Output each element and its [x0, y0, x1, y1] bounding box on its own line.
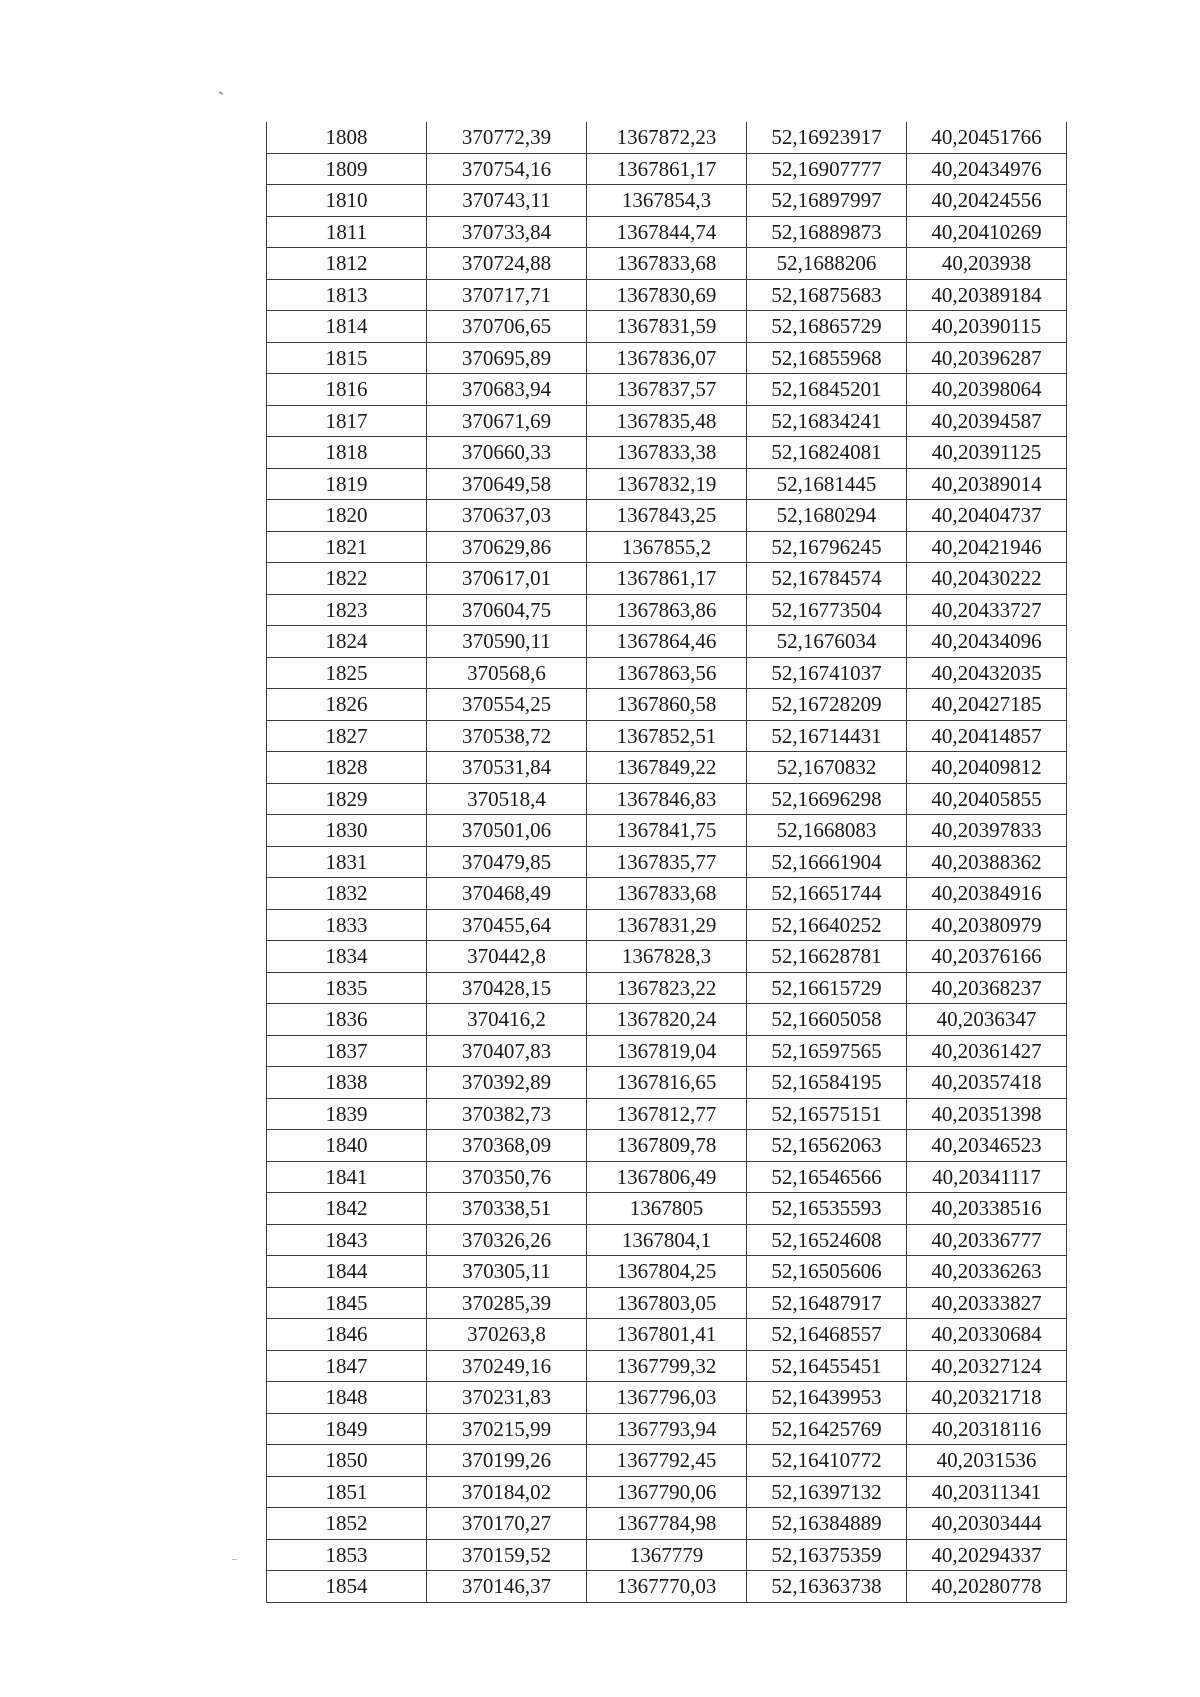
- longitude-cell: 40,20414857: [907, 720, 1067, 752]
- x-coordinate-cell: 370392,89: [427, 1067, 587, 1099]
- x-coordinate-cell: 370733,84: [427, 216, 587, 248]
- latitude-cell: 52,16640252: [747, 909, 907, 941]
- x-coordinate-cell: 370170,27: [427, 1508, 587, 1540]
- y-coordinate-cell: 1367860,58: [587, 689, 747, 721]
- longitude-cell: 40,20321718: [907, 1382, 1067, 1414]
- longitude-cell: 40,20433727: [907, 594, 1067, 626]
- x-coordinate-cell: 370159,52: [427, 1539, 587, 1571]
- table-row: [267, 1098, 1067, 1130]
- point-number-cell: 1810: [267, 185, 427, 217]
- y-coordinate-cell: 1367833,68: [587, 878, 747, 910]
- y-coordinate-cell: 1367833,38: [587, 437, 747, 469]
- table-row: [267, 216, 1067, 248]
- longitude-cell: 40,20405855: [907, 783, 1067, 815]
- x-coordinate-cell: 370338,51: [427, 1193, 587, 1225]
- y-coordinate-cell: 1367849,22: [587, 752, 747, 784]
- longitude-cell: 40,20390115: [907, 311, 1067, 343]
- y-coordinate-cell: 1367793,94: [587, 1413, 747, 1445]
- point-number-cell: 1819: [267, 468, 427, 500]
- longitude-cell: 40,20389184: [907, 279, 1067, 311]
- table-row: [267, 279, 1067, 311]
- latitude-cell: 52,16384889: [747, 1508, 907, 1540]
- point-number-cell: 1823: [267, 594, 427, 626]
- table-row: [267, 1445, 1067, 1477]
- table-row: [267, 248, 1067, 280]
- y-coordinate-cell: 1367804,1: [587, 1224, 747, 1256]
- x-coordinate-cell: 370199,26: [427, 1445, 587, 1477]
- y-coordinate-cell: 1367846,83: [587, 783, 747, 815]
- x-coordinate-cell: 370184,02: [427, 1476, 587, 1508]
- longitude-cell: 40,20397833: [907, 815, 1067, 847]
- x-coordinate-cell: 370754,16: [427, 153, 587, 185]
- x-coordinate-cell: 370368,09: [427, 1130, 587, 1162]
- point-number-cell: 1852: [267, 1508, 427, 1540]
- longitude-cell: 40,20280778: [907, 1571, 1067, 1603]
- x-coordinate-cell: 370428,15: [427, 972, 587, 1004]
- latitude-cell: 52,16834241: [747, 405, 907, 437]
- point-number-cell: 1836: [267, 1004, 427, 1036]
- table-row: [267, 689, 1067, 721]
- y-coordinate-cell: 1367831,59: [587, 311, 747, 343]
- latitude-cell: 52,16615729: [747, 972, 907, 1004]
- point-number-cell: 1811: [267, 216, 427, 248]
- table-row: [267, 783, 1067, 815]
- x-coordinate-cell: 370442,8: [427, 941, 587, 973]
- point-number-cell: 1834: [267, 941, 427, 973]
- table-row: [267, 122, 1067, 153]
- latitude-cell: 52,16907777: [747, 153, 907, 185]
- longitude-cell: 40,20336263: [907, 1256, 1067, 1288]
- longitude-cell: 40,20398064: [907, 374, 1067, 406]
- x-coordinate-cell: 370743,11: [427, 185, 587, 217]
- latitude-cell: 52,16661904: [747, 846, 907, 878]
- table-row: [267, 815, 1067, 847]
- x-coordinate-cell: 370285,39: [427, 1287, 587, 1319]
- y-coordinate-cell: 1367828,3: [587, 941, 747, 973]
- y-coordinate-cell: 1367804,25: [587, 1256, 747, 1288]
- longitude-cell: 40,20391125: [907, 437, 1067, 469]
- point-number-cell: 1848: [267, 1382, 427, 1414]
- x-coordinate-cell: 370772,39: [427, 122, 587, 153]
- latitude-cell: 52,16524608: [747, 1224, 907, 1256]
- table-row: [267, 1161, 1067, 1193]
- point-number-cell: 1827: [267, 720, 427, 752]
- longitude-cell: 40,20294337: [907, 1539, 1067, 1571]
- y-coordinate-cell: 1367820,24: [587, 1004, 747, 1036]
- longitude-cell: 40,20311341: [907, 1476, 1067, 1508]
- longitude-cell: 40,20361427: [907, 1035, 1067, 1067]
- table-row: [267, 972, 1067, 1004]
- longitude-cell: 40,20327124: [907, 1350, 1067, 1382]
- x-coordinate-cell: 370649,58: [427, 468, 587, 500]
- x-coordinate-cell: 370479,85: [427, 846, 587, 878]
- x-coordinate-cell: 370629,86: [427, 531, 587, 563]
- point-number-cell: 1839: [267, 1098, 427, 1130]
- x-coordinate-cell: 370717,71: [427, 279, 587, 311]
- latitude-cell: 52,16714431: [747, 720, 907, 752]
- y-coordinate-cell: 1367816,65: [587, 1067, 747, 1099]
- x-coordinate-cell: 370455,64: [427, 909, 587, 941]
- y-coordinate-cell: 1367835,48: [587, 405, 747, 437]
- longitude-cell: 40,20389014: [907, 468, 1067, 500]
- x-coordinate-cell: 370604,75: [427, 594, 587, 626]
- x-coordinate-cell: 370407,83: [427, 1035, 587, 1067]
- y-coordinate-cell: 1367863,86: [587, 594, 747, 626]
- latitude-cell: 52,1688206: [747, 248, 907, 280]
- y-coordinate-cell: 1367872,23: [587, 122, 747, 153]
- y-coordinate-cell: 1367770,03: [587, 1571, 747, 1603]
- y-coordinate-cell: 1367835,77: [587, 846, 747, 878]
- table-row: [267, 1130, 1067, 1162]
- x-coordinate-cell: 370660,33: [427, 437, 587, 469]
- table-row: [267, 531, 1067, 563]
- longitude-cell: 40,20434976: [907, 153, 1067, 185]
- point-number-cell: 1837: [267, 1035, 427, 1067]
- point-number-cell: 1817: [267, 405, 427, 437]
- x-coordinate-cell: 370706,65: [427, 311, 587, 343]
- table-body: [267, 122, 1067, 1602]
- y-coordinate-cell: 1367836,07: [587, 342, 747, 374]
- longitude-cell: 40,20318116: [907, 1413, 1067, 1445]
- table-row: [267, 1004, 1067, 1036]
- longitude-cell: 40,2036347: [907, 1004, 1067, 1036]
- y-coordinate-cell: 1367784,98: [587, 1508, 747, 1540]
- point-number-cell: 1835: [267, 972, 427, 1004]
- latitude-cell: 52,1668083: [747, 815, 907, 847]
- longitude-cell: 40,20346523: [907, 1130, 1067, 1162]
- point-number-cell: 1851: [267, 1476, 427, 1508]
- latitude-cell: 52,16468557: [747, 1319, 907, 1351]
- x-coordinate-cell: 370350,76: [427, 1161, 587, 1193]
- longitude-cell: 40,20432035: [907, 657, 1067, 689]
- y-coordinate-cell: 1367803,05: [587, 1287, 747, 1319]
- point-number-cell: 1853: [267, 1539, 427, 1571]
- latitude-cell: 52,16923917: [747, 122, 907, 153]
- latitude-cell: 52,16845201: [747, 374, 907, 406]
- latitude-cell: 52,1676034: [747, 626, 907, 658]
- latitude-cell: 52,16651744: [747, 878, 907, 910]
- table-row: [267, 1539, 1067, 1571]
- point-number-cell: 1832: [267, 878, 427, 910]
- scan-speck: [232, 1559, 237, 1560]
- table-row: [267, 1350, 1067, 1382]
- point-number-cell: 1847: [267, 1350, 427, 1382]
- longitude-cell: 40,20410269: [907, 216, 1067, 248]
- latitude-cell: 52,16397132: [747, 1476, 907, 1508]
- longitude-cell: 40,20430222: [907, 563, 1067, 595]
- table-row: [267, 752, 1067, 784]
- y-coordinate-cell: 1367831,29: [587, 909, 747, 941]
- x-coordinate-cell: 370468,49: [427, 878, 587, 910]
- latitude-cell: 52,16455451: [747, 1350, 907, 1382]
- table-row: [267, 1571, 1067, 1603]
- point-number-cell: 1841: [267, 1161, 427, 1193]
- x-coordinate-cell: 370518,4: [427, 783, 587, 815]
- longitude-cell: 40,20303444: [907, 1508, 1067, 1540]
- table-row: [267, 878, 1067, 910]
- y-coordinate-cell: 1367843,25: [587, 500, 747, 532]
- y-coordinate-cell: 1367812,77: [587, 1098, 747, 1130]
- longitude-cell: 40,20330684: [907, 1319, 1067, 1351]
- point-number-cell: 1829: [267, 783, 427, 815]
- latitude-cell: 52,16363738: [747, 1571, 907, 1603]
- latitude-cell: 52,16696298: [747, 783, 907, 815]
- latitude-cell: 52,16375359: [747, 1539, 907, 1571]
- table-row: [267, 185, 1067, 217]
- x-coordinate-cell: 370501,06: [427, 815, 587, 847]
- point-number-cell: 1818: [267, 437, 427, 469]
- y-coordinate-cell: 1367854,3: [587, 185, 747, 217]
- scan-speck: [219, 91, 223, 95]
- table-row: [267, 311, 1067, 343]
- point-number-cell: 1813: [267, 279, 427, 311]
- y-coordinate-cell: 1367833,68: [587, 248, 747, 280]
- y-coordinate-cell: 1367809,78: [587, 1130, 747, 1162]
- y-coordinate-cell: 1367823,22: [587, 972, 747, 1004]
- y-coordinate-cell: 1367790,06: [587, 1476, 747, 1508]
- x-coordinate-cell: 370231,83: [427, 1382, 587, 1414]
- point-number-cell: 1824: [267, 626, 427, 658]
- latitude-cell: 52,16546566: [747, 1161, 907, 1193]
- point-number-cell: 1846: [267, 1319, 427, 1351]
- table-row: [267, 500, 1067, 532]
- longitude-cell: 40,20434096: [907, 626, 1067, 658]
- latitude-cell: 52,16535593: [747, 1193, 907, 1225]
- x-coordinate-cell: 370531,84: [427, 752, 587, 784]
- x-coordinate-cell: 370683,94: [427, 374, 587, 406]
- longitude-cell: 40,20451766: [907, 122, 1067, 153]
- point-number-cell: 1840: [267, 1130, 427, 1162]
- x-coordinate-cell: 370637,03: [427, 500, 587, 532]
- point-number-cell: 1828: [267, 752, 427, 784]
- x-coordinate-cell: 370554,25: [427, 689, 587, 721]
- x-coordinate-cell: 370695,89: [427, 342, 587, 374]
- latitude-cell: 52,1680294: [747, 500, 907, 532]
- point-number-cell: 1844: [267, 1256, 427, 1288]
- y-coordinate-cell: 1367830,69: [587, 279, 747, 311]
- latitude-cell: 52,16889873: [747, 216, 907, 248]
- point-number-cell: 1842: [267, 1193, 427, 1225]
- x-coordinate-cell: 370617,01: [427, 563, 587, 595]
- longitude-cell: 40,2031536: [907, 1445, 1067, 1477]
- x-coordinate-cell: 370724,88: [427, 248, 587, 280]
- longitude-cell: 40,20341117: [907, 1161, 1067, 1193]
- x-coordinate-cell: 370538,72: [427, 720, 587, 752]
- longitude-cell: 40,20368237: [907, 972, 1067, 1004]
- table-row: [267, 153, 1067, 185]
- longitude-cell: 40,20427185: [907, 689, 1067, 721]
- latitude-cell: 52,16897997: [747, 185, 907, 217]
- point-number-cell: 1850: [267, 1445, 427, 1477]
- point-number-cell: 1843: [267, 1224, 427, 1256]
- x-coordinate-cell: 370416,2: [427, 1004, 587, 1036]
- table-row: [267, 1224, 1067, 1256]
- y-coordinate-cell: 1367792,45: [587, 1445, 747, 1477]
- table-row: [267, 594, 1067, 626]
- latitude-cell: 52,16425769: [747, 1413, 907, 1445]
- table-row: [267, 1256, 1067, 1288]
- point-number-cell: 1838: [267, 1067, 427, 1099]
- longitude-cell: 40,20333827: [907, 1287, 1067, 1319]
- latitude-cell: 52,16410772: [747, 1445, 907, 1477]
- point-number-cell: 1814: [267, 311, 427, 343]
- latitude-cell: 52,1681445: [747, 468, 907, 500]
- point-number-cell: 1849: [267, 1413, 427, 1445]
- latitude-cell: 52,16784574: [747, 563, 907, 595]
- table-row: [267, 1476, 1067, 1508]
- point-number-cell: 1821: [267, 531, 427, 563]
- latitude-cell: 52,16824081: [747, 437, 907, 469]
- x-coordinate-cell: 370215,99: [427, 1413, 587, 1445]
- point-number-cell: 1820: [267, 500, 427, 532]
- table-row: [267, 342, 1067, 374]
- longitude-cell: 40,20380979: [907, 909, 1067, 941]
- latitude-cell: 52,16439953: [747, 1382, 907, 1414]
- longitude-cell: 40,20424556: [907, 185, 1067, 217]
- point-number-cell: 1826: [267, 689, 427, 721]
- table-row: [267, 1035, 1067, 1067]
- latitude-cell: 52,16875683: [747, 279, 907, 311]
- point-number-cell: 1845: [267, 1287, 427, 1319]
- table-row: [267, 846, 1067, 878]
- latitude-cell: 52,16562063: [747, 1130, 907, 1162]
- y-coordinate-cell: 1367841,75: [587, 815, 747, 847]
- latitude-cell: 52,16865729: [747, 311, 907, 343]
- x-coordinate-cell: 370146,37: [427, 1571, 587, 1603]
- longitude-cell: 40,20421946: [907, 531, 1067, 563]
- y-coordinate-cell: 1367863,56: [587, 657, 747, 689]
- latitude-cell: 52,16741037: [747, 657, 907, 689]
- x-coordinate-cell: 370382,73: [427, 1098, 587, 1130]
- latitude-cell: 52,16796245: [747, 531, 907, 563]
- point-number-cell: 1830: [267, 815, 427, 847]
- y-coordinate-cell: 1367832,19: [587, 468, 747, 500]
- x-coordinate-cell: 370671,69: [427, 405, 587, 437]
- table-row: [267, 1193, 1067, 1225]
- point-number-cell: 1822: [267, 563, 427, 595]
- y-coordinate-cell: 1367805: [587, 1193, 747, 1225]
- latitude-cell: 52,16505606: [747, 1256, 907, 1288]
- point-number-cell: 1825: [267, 657, 427, 689]
- longitude-cell: 40,20376166: [907, 941, 1067, 973]
- x-coordinate-cell: 370305,11: [427, 1256, 587, 1288]
- point-number-cell: 1809: [267, 153, 427, 185]
- x-coordinate-cell: 370249,16: [427, 1350, 587, 1382]
- y-coordinate-cell: 1367819,04: [587, 1035, 747, 1067]
- longitude-cell: 40,20384916: [907, 878, 1067, 910]
- table-row: [267, 468, 1067, 500]
- x-coordinate-cell: 370590,11: [427, 626, 587, 658]
- table-row: [267, 405, 1067, 437]
- y-coordinate-cell: 1367864,46: [587, 626, 747, 658]
- x-coordinate-cell: 370263,8: [427, 1319, 587, 1351]
- latitude-cell: 52,16584195: [747, 1067, 907, 1099]
- latitude-cell: 52,16605058: [747, 1004, 907, 1036]
- coordinates-table: [266, 122, 1067, 1603]
- table-row: [267, 563, 1067, 595]
- longitude-cell: 40,20409812: [907, 752, 1067, 784]
- y-coordinate-cell: 1367852,51: [587, 720, 747, 752]
- table-row: [267, 1287, 1067, 1319]
- point-number-cell: 1815: [267, 342, 427, 374]
- x-coordinate-cell: 370568,6: [427, 657, 587, 689]
- longitude-cell: 40,20404737: [907, 500, 1067, 532]
- point-number-cell: 1833: [267, 909, 427, 941]
- longitude-cell: 40,20338516: [907, 1193, 1067, 1225]
- latitude-cell: 52,16773504: [747, 594, 907, 626]
- longitude-cell: 40,20336777: [907, 1224, 1067, 1256]
- table-row: [267, 437, 1067, 469]
- y-coordinate-cell: 1367855,2: [587, 531, 747, 563]
- y-coordinate-cell: 1367861,17: [587, 563, 747, 595]
- table-row: [267, 626, 1067, 658]
- table-row: [267, 1067, 1067, 1099]
- y-coordinate-cell: 1367801,41: [587, 1319, 747, 1351]
- longitude-cell: 40,20357418: [907, 1067, 1067, 1099]
- latitude-cell: 52,16628781: [747, 941, 907, 973]
- longitude-cell: 40,20351398: [907, 1098, 1067, 1130]
- y-coordinate-cell: 1367806,49: [587, 1161, 747, 1193]
- point-number-cell: 1808: [267, 122, 427, 153]
- y-coordinate-cell: 1367861,17: [587, 153, 747, 185]
- table-row: [267, 657, 1067, 689]
- latitude-cell: 52,1670832: [747, 752, 907, 784]
- longitude-cell: 40,20388362: [907, 846, 1067, 878]
- longitude-cell: 40,20394587: [907, 405, 1067, 437]
- table-row: [267, 1382, 1067, 1414]
- x-coordinate-cell: 370326,26: [427, 1224, 587, 1256]
- table-row: [267, 1413, 1067, 1445]
- longitude-cell: 40,203938: [907, 248, 1067, 280]
- point-number-cell: 1812: [267, 248, 427, 280]
- y-coordinate-cell: 1367799,32: [587, 1350, 747, 1382]
- table-row: [267, 1508, 1067, 1540]
- latitude-cell: 52,16575151: [747, 1098, 907, 1130]
- longitude-cell: 40,20396287: [907, 342, 1067, 374]
- table-row: [267, 941, 1067, 973]
- table-row: [267, 720, 1067, 752]
- point-number-cell: 1854: [267, 1571, 427, 1603]
- y-coordinate-cell: 1367844,74: [587, 216, 747, 248]
- table-row: [267, 374, 1067, 406]
- point-number-cell: 1831: [267, 846, 427, 878]
- table-row: [267, 909, 1067, 941]
- y-coordinate-cell: 1367779: [587, 1539, 747, 1571]
- latitude-cell: 52,16487917: [747, 1287, 907, 1319]
- point-number-cell: 1816: [267, 374, 427, 406]
- y-coordinate-cell: 1367796,03: [587, 1382, 747, 1414]
- latitude-cell: 52,16597565: [747, 1035, 907, 1067]
- latitude-cell: 52,16855968: [747, 342, 907, 374]
- table-row: [267, 1319, 1067, 1351]
- y-coordinate-cell: 1367837,57: [587, 374, 747, 406]
- latitude-cell: 52,16728209: [747, 689, 907, 721]
